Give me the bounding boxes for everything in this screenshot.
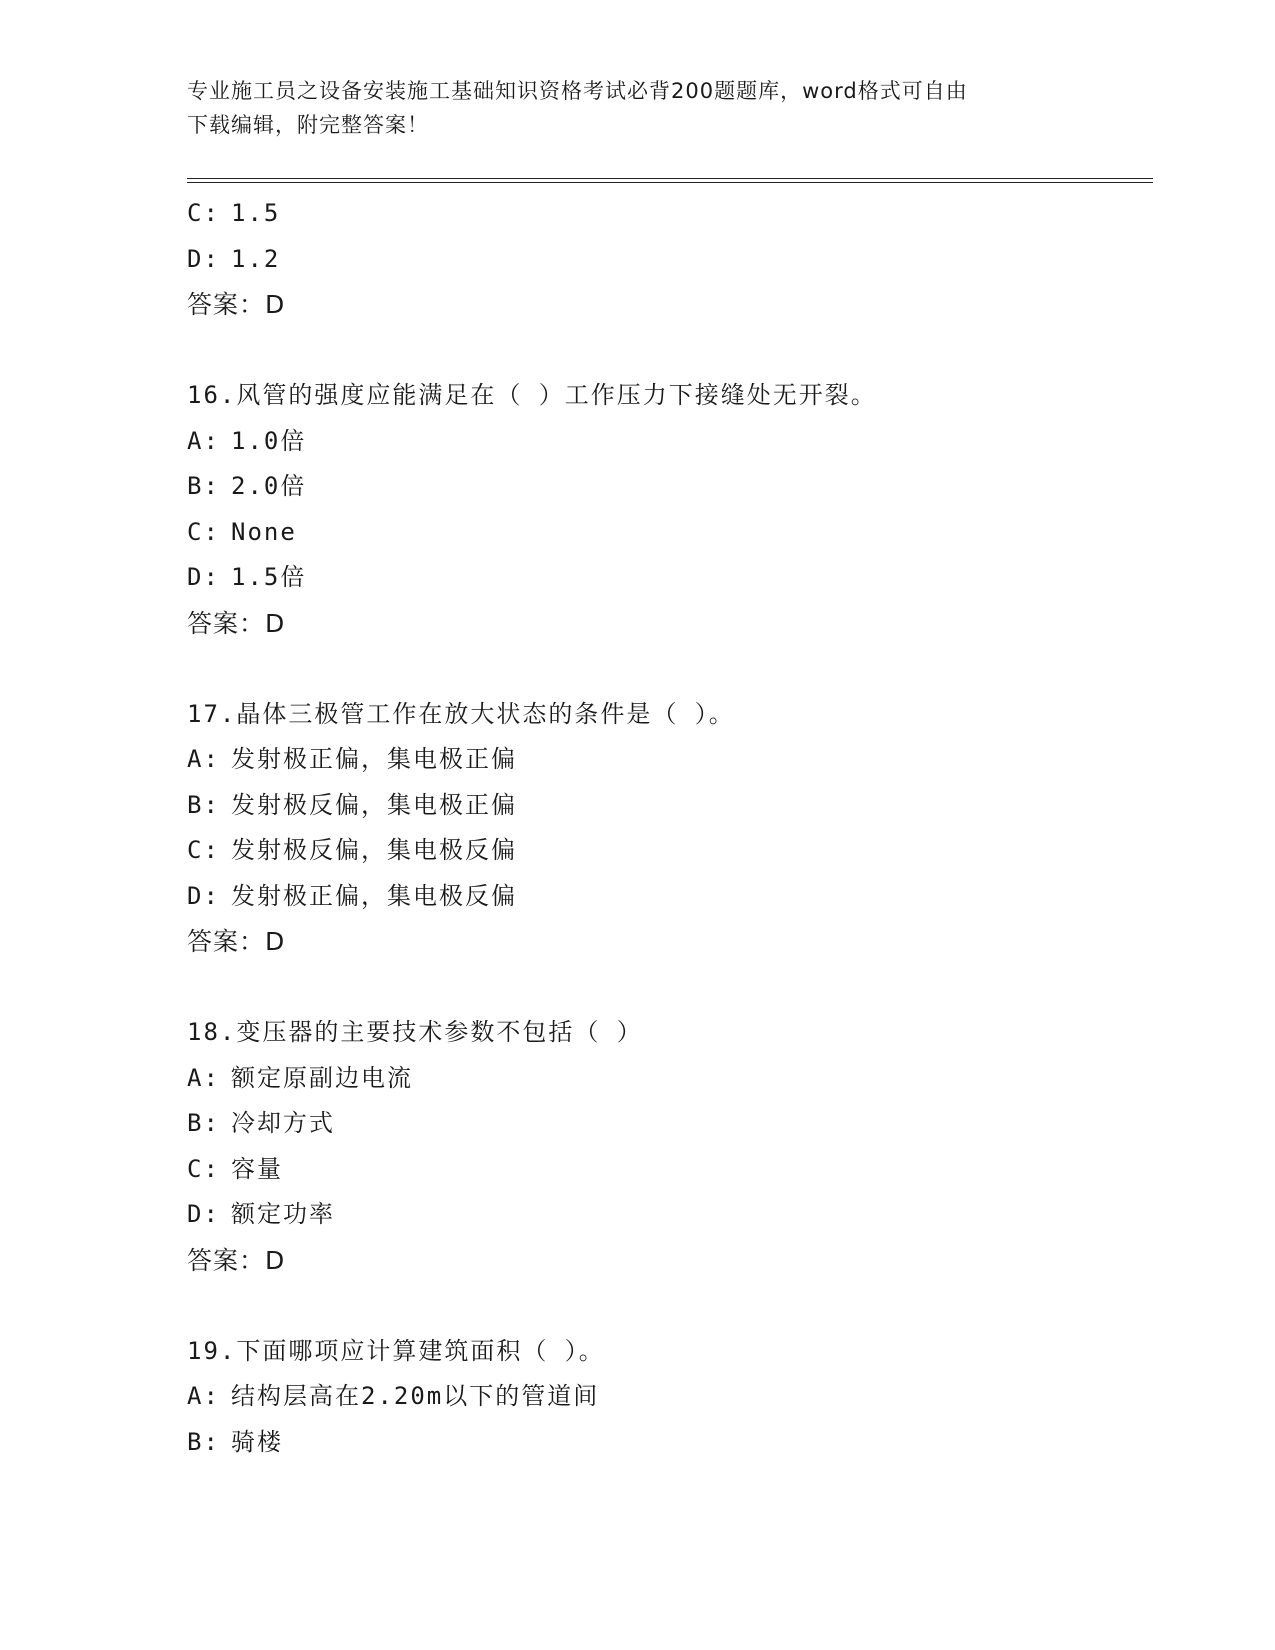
option-text: 2.0倍	[231, 472, 307, 500]
option-key: D:	[187, 881, 220, 910]
option-key: C:	[187, 517, 220, 546]
option-d	[187, 874, 1153, 920]
option-c	[187, 828, 1153, 874]
question-stem: 16.风管的强度应能满足在（ ）工作压力下接缝处无开裂。	[187, 381, 877, 409]
option-key: D:	[187, 563, 220, 591]
option-key: C:	[187, 1154, 220, 1183]
option-key: A:	[187, 426, 220, 455]
header-title-line-1: 专业施工员之设备安装施工基础知识资格考试必背200题题库，word格式可自由	[187, 79, 968, 103]
option-key: C:	[187, 836, 220, 864]
option-d	[187, 1192, 1153, 1238]
option-c	[187, 191, 1153, 237]
option-text: 发射极正偏，集电极正偏	[231, 745, 517, 773]
option-text: 发射极正偏，集电极反偏	[231, 881, 517, 910]
option-key: A:	[187, 745, 220, 773]
spacer	[187, 646, 1153, 692]
option-b	[187, 783, 1153, 829]
spacer	[187, 965, 1153, 1011]
option-text: 1.2	[231, 244, 281, 273]
answer: 答案：D	[187, 1245, 286, 1275]
question-list	[187, 191, 1153, 1465]
question-stem: 19.下面哪项应计算建筑面积（ ）。	[187, 1336, 605, 1365]
spacer	[187, 1283, 1153, 1329]
option-a	[187, 419, 1153, 465]
option-text: 额定功率	[231, 1200, 335, 1228]
option-key: B:	[187, 790, 220, 819]
answer: 答案：D	[187, 290, 286, 319]
option-key: C:	[187, 199, 220, 227]
option-text: 容量	[231, 1154, 283, 1183]
option-text: 1.0倍	[231, 426, 307, 455]
option-key: D:	[187, 1200, 220, 1228]
answer: 答案：D	[187, 927, 286, 956]
document-header	[187, 74, 1087, 142]
spacer	[187, 328, 1153, 374]
header-divider-top	[187, 178, 1153, 179]
option-key: A:	[187, 1063, 220, 1092]
option-key: B:	[187, 1427, 220, 1456]
option-a	[187, 1056, 1153, 1102]
option-text: 发射极反偏，集电极正偏	[231, 790, 517, 819]
option-c	[187, 510, 1153, 556]
option-key: A:	[187, 1382, 220, 1410]
option-text: 冷却方式	[231, 1109, 335, 1137]
option-text: 结构层高在2.20m以下的管道间	[231, 1382, 600, 1410]
option-text: 额定原副边电流	[231, 1063, 413, 1092]
option-b	[187, 464, 1153, 510]
option-b	[187, 1420, 1153, 1466]
option-key: D:	[187, 244, 220, 273]
question-stem: 18.变压器的主要技术参数不包括（ ）	[187, 1018, 643, 1046]
option-d	[187, 237, 1153, 283]
option-key: B:	[187, 1109, 220, 1137]
option-text: None	[231, 517, 297, 546]
option-text: 发射极反偏，集电极反偏	[231, 836, 517, 864]
option-d	[187, 555, 1153, 601]
option-key: B:	[187, 472, 220, 500]
option-c	[187, 1147, 1153, 1193]
header-divider-bottom	[187, 182, 1153, 183]
option-text: 1.5倍	[231, 563, 307, 591]
header-title-line-2: 下载编辑，附完整答案！	[187, 113, 429, 137]
option-b	[187, 1101, 1153, 1147]
answer: 答案：D	[187, 608, 286, 638]
option-text: 骑楼	[231, 1427, 283, 1456]
option-a	[187, 737, 1153, 783]
option-text: 1.5	[231, 199, 281, 227]
option-a	[187, 1374, 1153, 1420]
question-stem: 17.晶体三极管工作在放大状态的条件是（ ）。	[187, 699, 735, 728]
